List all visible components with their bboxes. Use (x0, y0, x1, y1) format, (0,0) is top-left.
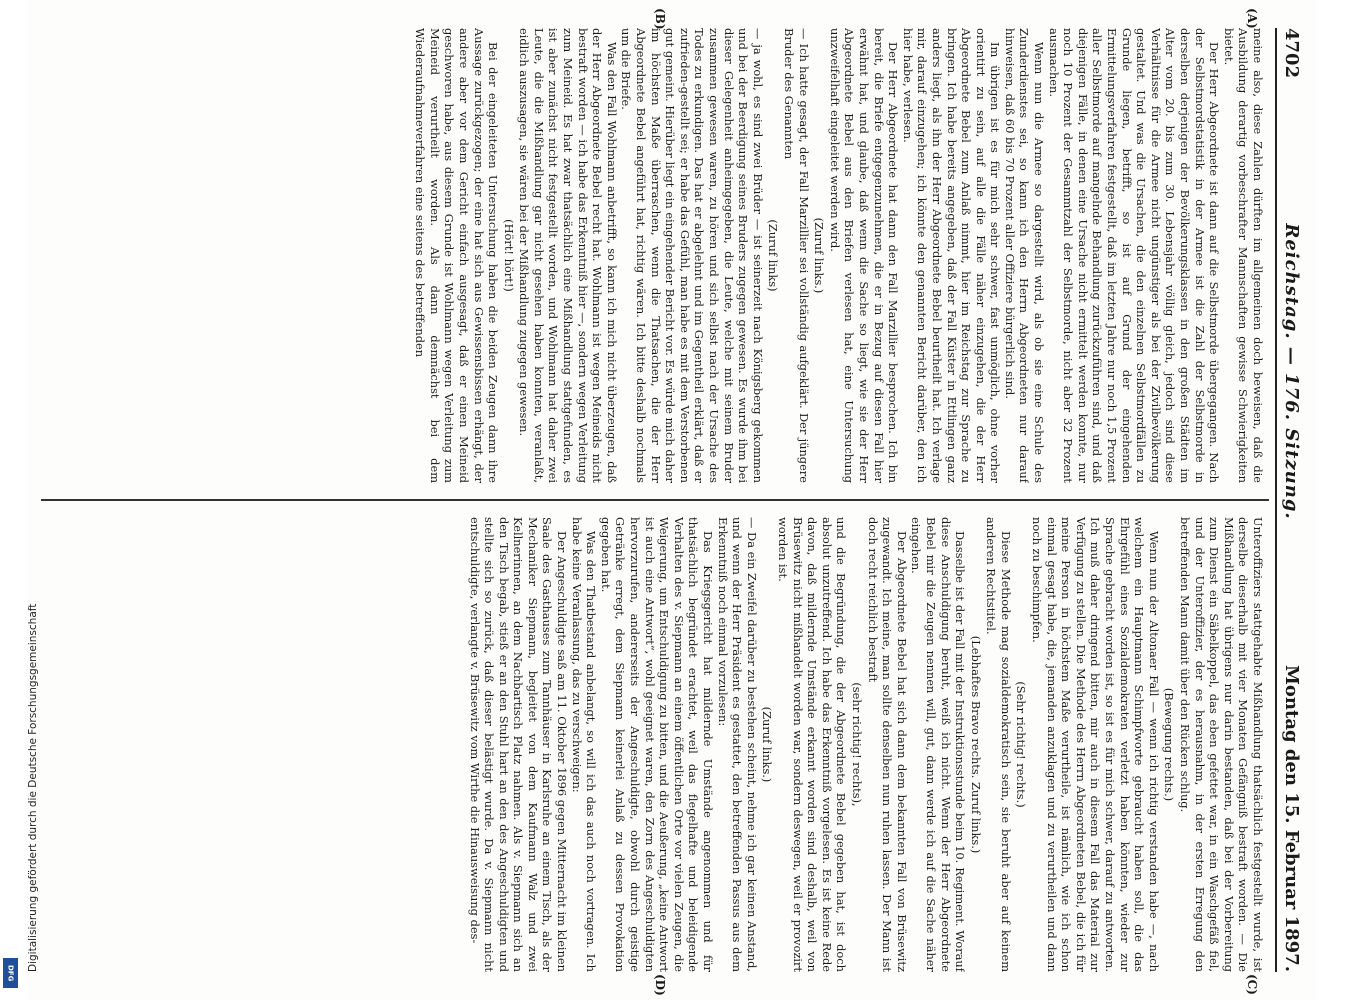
paragraph: Der Herr Abgeordnete ist dann auf die Selbstmorde übergegangen. Nach der Selbstmordstatistik in der Armee ist die Zahl der Selbstmorde in derselben derjenigen der Bevölkerungsklassen in den großen Städten im Alter vom 20. bis zum 30. Lebensjahr völlig gleich, jedoch sind diese Verhältnisse für die Armee nicht ungünstiger als bei der Zivilbevölkerung gestaltet. Und was die Ursachen, die den einzelnen Selbstmordfällen zu Grunde liegen, betrifft, so ist auf Grund der eingehenden Ermittelungsverfahren festgestellt, daß im letzten Jahre nur noch 1,5 Prozent aller Selbstmorde auf mangelnde Behandlung zurückzuführen sind, und daß diejenigen Fälle, in denen eine Ursache nicht ermittelt werden konnte, nur noch 10 Prozent der Gesammtzahl der Selbstmorde, nicht aber 32 Prozent ausmachen. (1046, 28, 1222, 483)
paragraph: Der Angeschuldigte saß am 11. Oktober 1896 gegen Mitternacht im kleinen Saale des Gasthauses zum Tannhäuser in Karlsruhe an einem Tisch, als der Mechaniker Siepmann, begleitet von dem Kaufmann Walz und zwei Kellnerinnen, an dem Nachbartisch Platz nahmen. Als v. Siepmann sich an den Tisch begab, stieß er an den Stuhl hart an den des Angeschuldigten und stellte sich so zurück, daß dieser belästigt wurde. Da v. Siepmann nicht entschuldigte, verlangte v. Brüsewitz vom Wirthe die Hinausweisung des- (467, 517, 570, 972)
digitization-strip (0, 0, 39, 1000)
paragraph: Der Abgeordnete Bebel hat sich dann dem bekannten Fall von Brüsewitz zugewandt. Ich meine, man sollte denselben nun ruhen lassen. Der Mann ist doch recht reichlich bestraft (865, 517, 909, 972)
paragraph: Diese Methode mag sozialdemokratisch sein, sie beruht aber auf keinem anderen Rechtstitel. (984, 517, 1013, 972)
page-number: 4702 (1281, 28, 1303, 79)
interjection: (Hört! hört!) (501, 219, 516, 292)
paragraph: — Da ein Zweifel darüber zu bestehen scheint, nehme ich gar keinen Anstand, und wenn der Herr Präsident es gestattet, den betreffenden Passus aus dem Erkenntniß noch einmal vorzulesen: (715, 517, 759, 972)
paragraph: Unteroffiziers stattgehabte Mißhandlung thatsächlich festgestellt wurde, ist derselbe dieserhalb mit vier Monaten Gefängniß bestraft worden. — Die Mißhandlung hat übrigens nur darin bestanden, daß bei der Vorbereitung zum Dienst ein Säbelkoppel, das eben gefettet war, in ein Waschgefäß fiel, und der Unteroffizier, der es herausnahm, in der ersten Erregung den betreffenden Mann damit über den Rücken schlug. (1178, 517, 1265, 972)
paragraph: meine also, diese Zahlen dürften im allgemeinen doch beweisen, daß die Ausbildung derartig vorbeschrafter Mannschaften gewisse Schwierigkeiten bietet. (1221, 28, 1265, 483)
paragraph: Der Herr Abgeordnete hat dann den Fall Marzillier besprochen. Ich bin bereit, die Briefe entgegenzunehmen, die er in Bezug auf diesen Fall hier erwähnt hat, und glaube, daß wenn die Sache so liegt, wie sie der Herr Abgeordnete Bebel aus den Briefen verlesen hat, eine Untersuchung unzweifelhaft eingeleitet werden wird. (827, 28, 901, 483)
margin-marker-d: (D) (653, 974, 667, 996)
interjection: (Zuruf links.) (812, 217, 827, 294)
dfg-logo: DFG (3, 958, 18, 988)
interjection: (Zuruf links) (766, 219, 781, 292)
session-date: Montag den 15. Februar 1897. (1281, 664, 1303, 972)
paragraph: Wenn nun die Armee so dargestellt wird, als ob sie eine Schule des Zunderdienstes sei, so kann ich den Herrn Abgeordneten nur darauf hinweisen, daß 60 bis 70 Prozent aller Offiziere bürgerlich sind. (1002, 28, 1047, 483)
paragraph: — ja wohl, es sind zwei Brüder — ist seinerzeit nach Königsberg gekommen und bei der Beerdigung seines Bruders zugegen gewesen. Es wurde ihm bei dieser Gelegenheit anheimgegeben, die Leute, welche mit seinem Bruder zusammen gewesen waren, zu hören und sich selbst nach der Ursache des Todes zu erkundigen. Das hat er abgelehnt und im Gegentheil erklärt, daß er zufrieden-gestellt sei; er habe das Gefühl, man habe es mit dem Verstorbenen gut gemeint. Hierüber liegt ein eingehender Bericht vor. Es würde mich daher im höchsten Maße überraschen, wenn die Thatsachen, die der Herr Abgeordnete Bebel angeführt hat, richtig wären. Ich bitte deshalb nochmals um die Briefe. (619, 28, 765, 483)
paragraph: Im übrigen ist es für mich sehr schwer, fast unmöglich, ohne vorher orientirt zu sein, auf alle die Fälle näher einzugehen, die der Herr Abgeordnete Bebel zum Anlaß nimmt, hier im Reichstag zur Sprache zu bringen. Ich habe bereits angegeben, daß der Fall Küster in Ettlingen ganz anders liegt, als ihn der Herr Abgeordnete Bebel beurtheilt hat. Ich verlage mir, darauf einzugehen; ich könnte den genannten Bericht darüber, den ich hier habe, verlesen. (900, 28, 1003, 483)
margin-marker-c: (C) (1245, 974, 1259, 995)
left-text-column (45, 28, 1265, 483)
interjection: (Zuruf links.) (760, 706, 775, 783)
paragraph: Was den Thatbestand anbelangt, so will ich das auch noch vortragen. Ich habe keine Veranlassung, das zu verschweigen: (569, 517, 599, 972)
interjection: (sehr richtig! rechts), (849, 682, 864, 807)
funding-notice: Digitalisierung gefördert durch die Deutsche Forschungsgemeinschaft (27, 603, 39, 972)
paragraph: Dasselbe ist der Fall mit der Instruktionsstunde beim 10. Regiment. Worauf diese Anschuldigung beruht, weiß ich nicht. Wenn der Herr Abgeordnete Bebel mir die Zeugen nennen will, gut, dann werde ich auf die Sache näher eingehen. (909, 517, 968, 972)
paragraph: und die Begründung, die der Abgeordnete Bebel gegeben hat, ist doch absolut unzutreffend. Ich habe das Erkenntniß vorgelesen. Es ist keine Rede davon, daß mildernde Umstände erkannt worden sind deshalb, weil von Brüsewitz nicht mißhandelt worden war, sondern deswegen, weil er provozirt worden ist. (776, 517, 849, 972)
document-page (27, 0, 1317, 1000)
interjection: (Sehr richtig! rechts.) (1014, 681, 1029, 808)
paragraph: Bei der eingeleiteten Untersuchung haben die beiden Zeugen dann ihre Aussage zurückgezogen; der eine hat sich aus Gewissensbissen erhängt, der andere aber vor dem Gericht einfach ausgesagt, daß er einen Meineid geschworen habe, aus diesem Grunde ist Wohlmann wegen Verleitung zum Meineid verurtheilt worden. Als dann demnächst bei dem Wiederaufnahmeverfahren eine seitens des betreffenden (413, 28, 501, 483)
column-divider (41, 499, 1269, 501)
paragraph: Das Kriegsgericht hat mildernde Umstände angenommen und für thatsächlich begründet erachtet, weil das flegelhafte und beleidigende Verhalten des v. Siepmann an einem öffentlichen Orte vor vielen Zeugen, die Weigerung, um Entschuldigung zu bitten, und die Aeußerung, „keine Antwort ist auch eine Antwort“, wohl geeignet waren, den Zorn des Angeschuldigten hervorzurufen, andererseits der Angeschuldigte, obwohl durch geistige Getränke erregt, dem Siepmann keinerlei Anlaß zu dessen Provokation gegeben hat. (598, 517, 716, 972)
margin-marker-a: (A) (1245, 8, 1259, 29)
paragraph: Was den Fall Wohlmann anbetrifft, so kann ich mich nicht überzeugen, daß der Herr Abgeordnete Bebel recht hat. Wohlmann ist wegen Meineids nicht bestraft worden — ich habe das Erkenntniß hier —, sondern wegen Verleitung zum Meineid. Es hat zwar thatsächlich eine Mißhandlung stattgefunden, es ist aber zunächst nicht festgestellt worden, und Wohlmann hat daher zwei Leute, die die Mißhandlung gar nicht gesehen haben konnten, veranlaßt, eidlich auszusagen, sie wären bei der Mißhandlung zugegen gewesen. (517, 28, 619, 483)
interjection: (Bewegung rechts.) (1162, 687, 1177, 802)
right-text-column (45, 517, 1265, 972)
interjection: (Lebhaftes Bravo rechts. Zuruf links.) (968, 635, 983, 854)
margin-marker-b: (B) (653, 8, 667, 30)
session-title: Reichstag. — 176. Sitzung. (1281, 223, 1303, 520)
page-header (1275, 28, 1307, 972)
paragraph: — Ich hatte gesagt, der Fall Marzillier sei vollständig aufgeklärt. Der jüngere Bruder des Genannten (782, 28, 811, 483)
paragraph: Wenn nun der Altonaer Fall — wenn ich richtig verstanden habe —, nach welchem ein Hauptmann Schimpfworte gebraucht haben soll, die das Ehrgefühl eines Sozialdemokraten verletzt haben könnten, wieder zur Sprache gebracht worden ist, so ist es für mich schwer, darauf zu antworten. Ich muß daher dringend bitten, mir auch in diesem Fall das Material zur Verfügung zu stellen. Die Methode des Herrn Abgeordneten Bebel, die ich für meine Person in höchstem Maße verurtheile, ist nämlich, wie ich schon einmal gesagt habe, die, jemanden anzuklagen und zu verurtheilen und dann noch zu beschimpfen. (1030, 517, 1161, 972)
